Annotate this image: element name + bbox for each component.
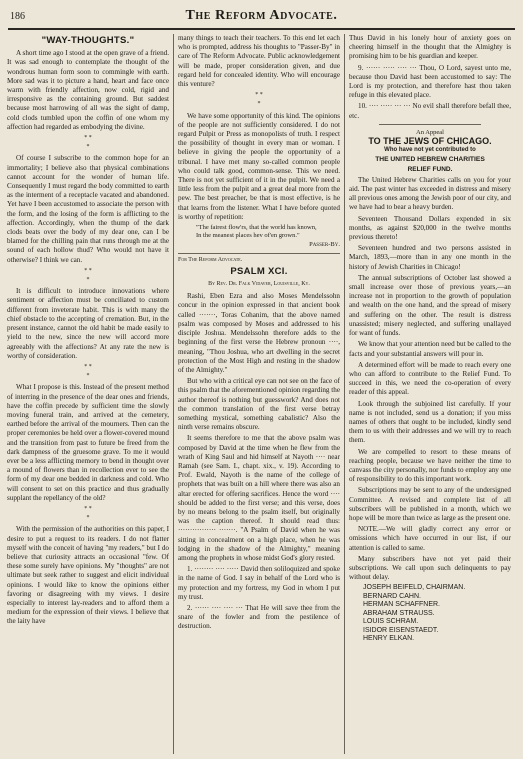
signer-name: HENRY ELKAN. <box>363 635 415 643</box>
paragraph: Seventeen hundred and two persons assisted in March, 1893,—more than in any one month in the history of Jewish Charities in Chicago! <box>349 244 511 271</box>
appeal-fund: RELIEF FUND. <box>407 165 453 173</box>
committee-signers <box>349 584 511 644</box>
page-number: 186 <box>10 11 25 22</box>
column-divider <box>173 34 174 754</box>
paragraph: We are compelled to resort to these means of reaching people, because we have neither the time to canvass the city personally, nor funds to employ any one of responsibility to do this important work. <box>349 447 511 484</box>
article-kicker: For The Reform Advocate. <box>178 253 340 265</box>
paragraph: 10. ···· ····· ··· ··· No evil shall therefore befall thee, etc. <box>349 102 511 120</box>
paragraph: 9. ······ ····· ···· ··· Thou, O Lord, sayest unto me, because thou David hast been accustomed to say: The Lord is my protection, and therefore hast thou taken refuge in this elevated place. <box>349 63 511 100</box>
paragraph: With the permission of the authorities on this paper, I desire to put a request to its readers. I do not flatter myself with the conceit of having "my readers," but I do believe that curiosity attracts an occasional "few. Of these some surely have opinions. My "thoughts" are not ultimate but seek rather to suggest and elicit individual opinions. I would like to know the opinions either favoring or disagreeing with my views. I desire especially to interest lay-readers and to afford them a medium for the expression of their views. I believe that the laity have <box>7 525 169 626</box>
signer-name: HERMAN SCHAFFNER. <box>363 601 441 609</box>
column-divider <box>344 34 345 754</box>
paragraph: Rashi, Eben Ezra and also Moses Mendelssohn concur in the opinion expressed in that ancient book called ·······, Toras Cohanim, that the above named psalm was composed by Moses and addressed to his disciple Joshua. Mendelssohn therefore adds to the beginning of the first verse the Hebrew pronoun ····, meaning, "Thou Joshua, who art dwelling in the secret protection of the Most High and resting in the shadow of the Almighty." <box>178 292 340 374</box>
page-header <box>10 7 513 27</box>
appeal-organization: THE UNITED HEBREW CHARITIES <box>375 156 485 164</box>
appeal-subtitle: Who have not yet contributed to <box>384 147 476 154</box>
signer-name: JOSEPH BEIFELD, CHAIRMAN. <box>363 584 466 592</box>
article-title: PSALM XCI. <box>230 265 288 277</box>
signer-name: LOUIS SCHRAM. <box>363 618 419 626</box>
paragraph: many things to teach their teachers. To this end let each who is prompted, address his thoughts to "Passer-By" in care of The Reform Advocate. Public acknowledgement will be made, proper consideration given, and due regard held for concealed identity. Who will encourage this venture? <box>178 34 340 89</box>
appeal-kicker: An Appeal <box>416 128 444 136</box>
column-2 <box>178 34 340 754</box>
paragraph: Subscriptions may be sent to any of the undersigned Committee. A revised and complete list of all subscribers will be published in a month, which we hope will be more than twice as large as the present one. <box>349 486 511 522</box>
paragraph: What I propose is this. Instead of the present method of interring in the presence of the dear ones and friends, have the coffin precede by sufficient time the slowly moving funeral train, and arrived at the cemetery, earthed before the arrival of the mourners. Then can the proper ceremonies be held over a flower-covered mound and the transition from past to future be freed from the dark dampness of the gruesome grave. To me it would ever be a less afflicting memory to bend in thought over a mound of flowers than in recollection ever to see the form of my dear one bedded in darkness and cold. Who will consent to set on this practice and thus gradually supplant the repellancy of the old? <box>7 383 169 502</box>
section-break-stars: * * * <box>255 92 263 108</box>
divider <box>379 124 481 125</box>
paragraph: Of course I subscribe to the common hope for an immortality; I believe also that physical combinations cannot account for the wonder of human life. Consequently I must regard the body committed to earth as the interment of a receptacle vacated and abandoned. Yet have I been accustomed to associate the person with the form, and the losing of the form is afflicting to the affection. Accordingly, when the thump of the dark clods beats over the body of my dear one, can I be blamed for the chilling pain that runs through me at the sound of each hollow thud? Who would not have it otherwise? I think we can. <box>7 154 169 264</box>
paragraph: We have some opportunity of this kind. The opinions of the people are not sufficiently considered. I do not regard Pulpit or Press as monopolists of truth. I respect the possibility of thought in every man or woman. I believe in giving the people the opportunity of a tribunal. I have met many so-called common people who could talk good, common-sense. This we need. There is not yet sufficient of it in the pulpit. We need a little less from the pulpit and a great deal more from the pew. The best preacher, be that is most effective, is he that learns from the listener. What I have before quoted is worthy of repetition: <box>178 111 340 221</box>
column-1 <box>7 34 169 754</box>
paragraph: It is difficult to introduce innovations where sentiment or affection must be conciliated to custom different from inveterate habit. This is with many the chief obstacle to the accepting of cremation. But, in the present instance, cannot the old habit be made easily to yield to the new, since the new will accord more agreeably with the affections? At any rate the new is worthy of consideration. <box>7 287 169 360</box>
paragraph: Look through the subjoined list carefully. If your name is not included, send us a donation; if you miss names of others that ought to be included, kindly send them to us with their addresses and we will try to reach them. <box>349 399 511 445</box>
article-signature: Passer-By. <box>309 241 340 249</box>
signer-name: ISIDOR EISENSTAEDT. <box>363 626 439 634</box>
paragraph: The annual subscriptions of October last showed a small increase over those of previous years,—an increase not in proportion to the growth of population and wealth on the one hand, and the spread of misery and suffering on the other. The result is distress unassisted; misery neglected, and suffering unallayed for want of funds. <box>349 273 511 338</box>
paragraph: Many subscribers have not yet paid their subscriptions. We call upon such delinquents to pay without delay. <box>349 554 511 582</box>
masthead: The Reform Advocate. <box>185 8 338 23</box>
paragraph: Seventeen Thousand Dollars expended in six months, as against $20,000 in the twelve months previous thereto! <box>349 214 511 242</box>
quote-line: In the meanest places hev of'en grown." <box>196 232 300 240</box>
section-break-stars: * * * <box>84 267 92 284</box>
header-rule <box>8 28 515 30</box>
paragraph: The United Hebrew Charities calls on you for your aid. The past winter has exceeded in distress and misery all previous ones among the Jewish poor of our city, and we have had to bear a heavy burden. <box>349 175 511 212</box>
section-break-stars: * * * <box>84 505 92 522</box>
signer-name: BERNARD CAHN. <box>363 592 421 600</box>
column-3 <box>349 34 511 754</box>
paragraph: Thus David in his lonely hour of anxiety goes on cheering himself in the thought that the Almighty is promising him to be his guardian and keeper. <box>349 34 511 61</box>
section-break-stars: * * * <box>84 135 92 151</box>
verse-quote <box>178 224 340 240</box>
paragraph: A determined effort will be made to reach every one who can afford to contribute to the Relief Fund. To succeed in this, we need the co-operation of every reader of this appeal. <box>349 360 511 397</box>
signer-name: ABRAHAM STRAUSS. <box>363 609 435 617</box>
article-title: "WAY-THOUGHTS." <box>41 35 135 46</box>
paragraph: 1. ········ ···· ····· David then soliloquized and spoke in the name of God. I say in behalf of the Lord who is my protection and my fortress, my God in whom I put my trust. <box>178 565 340 601</box>
article-byline: By Rev. Dr. Falk Vidaver, Louisville, Ky. <box>208 281 310 288</box>
paragraph: NOTE.—We will gladly correct any error or omissions which have occurred in our list, if our attention is called to same. <box>349 525 511 552</box>
paragraph: A short time ago I stood at the open grave of a friend. It was sad enough to contemplate the thought of the wondrous human form soon to commingle with earth. More sad was it to picture a hand, heart and face once warm with friendly affection, now cold, rigid and irresponsive as the containing ground. But saddest because most harrowing of all was the sight of damp, cold clods tumbled upon the coffin of one whom my affection had regarded as embodying the divine. <box>7 49 169 131</box>
paragraph: It seems therefore to me that the above psalm was composed by David at the time when he flew from the wrath of King Saul and hid himself at Nayoth ···· near Ramah (see Sam. I., chapt. xix., v. 19). According to Prof. Ewald, Nayoth is the name of the college of prophets that was built on a hill where there was also an altar erected for offering sacrifices. Hence the word ···· should be added to the first verse; and this verse, does by no means belong to the psalm itself, but originally was the caption thereof. It should read thus: ················ ·······. "A Psalm of David when he was sitting in concealment on a high place, when he was lodging in the shadow of the Almighty," meaning among the prophets in whose midst God's glory rested. <box>178 434 340 562</box>
paragraph: 2. ······ ···· ···· ··· That He will save thee from the snare of the fowler and from the pestilence of destruction. <box>178 603 340 631</box>
section-break-stars: * * * <box>84 363 92 380</box>
quote-line: "The fairest flow'rs, that the world has known, <box>196 224 317 232</box>
appeal-title: TO THE JEWS OF CHICAGO. <box>368 136 492 147</box>
paragraph: We know that your attention need but be called to the facts and your substantial answers will pour in. <box>349 340 511 358</box>
paragraph: But who with a critical eye can not see on the face of this psalm that the aforementioned opinion regarding the author thereof is nothing but guesswork? And does not the common translation of the first verse betray something mystical, something cabalistic? Also the ninth verse remains obscure. <box>178 377 340 432</box>
